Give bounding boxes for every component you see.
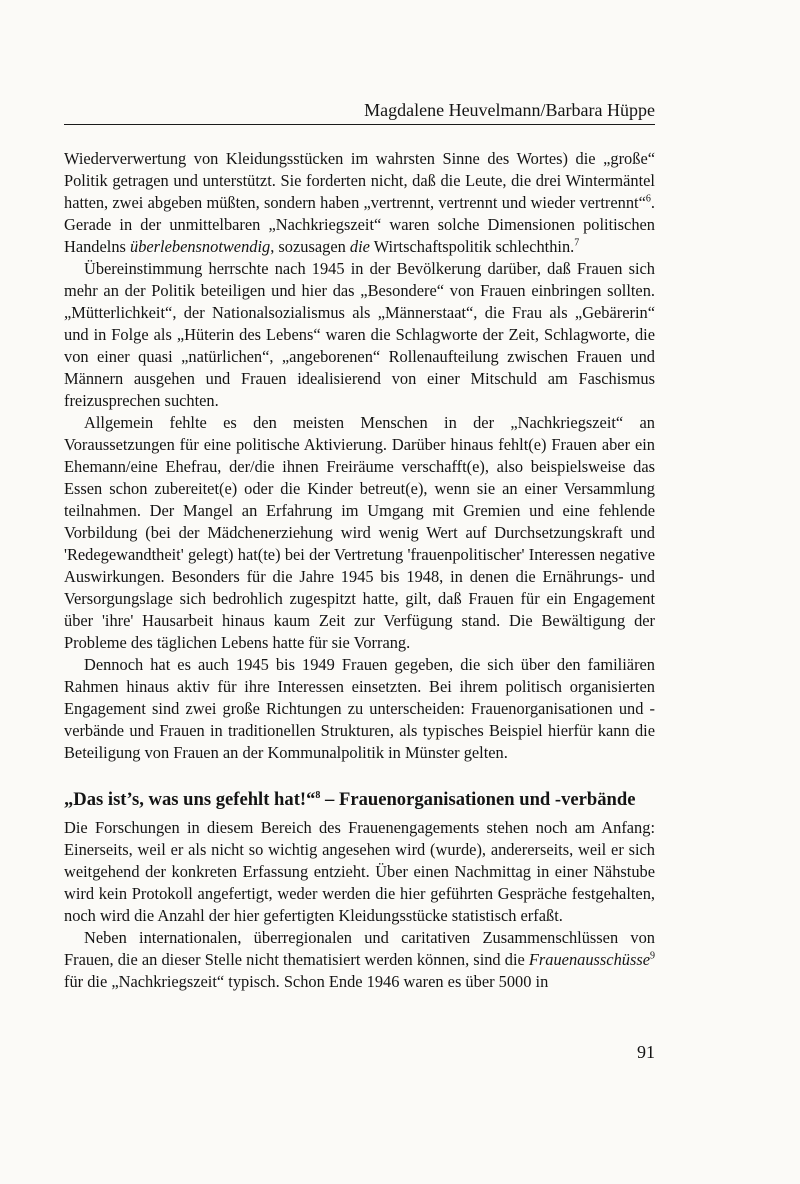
paragraph-1: Wiederverwertung von Kleidungsstücken im wahrsten Sinne des Wortes) die „große“ Politik getragen und unterstützt. Sie forderten nicht, daß die Leute, die drei Wintermäntel hatten, zwei abgeben müßten, sondern haben „vertrennt, vertrennt und wieder vertrennt“$^6$. Gerade in der unmittelbaren „Nachkriegszeit“ waren solche Dimensionen politischen Handelns überlebensnotwendig, sozusagen die Wirtschaftspolitik schlechthin.$^7$ [64, 149, 655, 256]
running-header: Magdalene Heuvelmann/Barbara Hüppe [364, 100, 655, 120]
emphasis-frauenausschuesse: Frauenausschüsse [528, 950, 650, 969]
section-heading: „Das ist’s, was uns gefehlt hat!“$^8$ – Frauenorganisationen und -verbände [64, 789, 636, 810]
page-number: 91 [637, 1042, 655, 1062]
emphasis-die: die [349, 237, 370, 256]
emphasis-ueberlebensnotwendig: überlebensnotwendig [130, 237, 271, 256]
paragraph-3: Allgemein fehlte es den meisten Menschen in der „Nachkriegszeit“ an Voraussetzungen für eine politische Aktivierung. Darüber hinaus fehlt(e) Frauen aber ein Ehemann/eine Ehefrau, der/die ihnen Freiräume verschafft(e), also beispielsweise das Essen schon zubereitet(e) oder die Kinder betreut(e), wenn sie an einer Versammlung teilnahmen. Der Mangel an Erfahrung im Umgang mit Gremien und eine fehlende Vorbildung (bei der Mädchenerziehung wird wenig Wert auf Durchsetzungskraft und 'Redegewandtheit' gelegt) hat(te) bei der Vertretung 'frauenpolitischer' Interessen negative Auswirkungen. Besonders für die Jahre 1945 bis 1948, in denen die Ernährungs- und Versorgungslage sich bedrohlich zugespitzt hatte, gilt, daß Frauen für ein Engagement über 'ihre' Hausarbeit hinaus kaum Zeit zur Verfügung stand. Die Bewältigung der Probleme des täglichen Lebens hatte für sie Vorrang. [64, 413, 655, 652]
footnote-ref-6: 6 [645, 193, 651, 205]
footnote-ref-9: 9 [650, 950, 655, 962]
paragraph-5: Die Forschungen in diesem Bereich des Frauenengagements stehen noch am Anfang: Einerseits, weil er als nicht so wichtig angesehen wird (wurde), andererseits, weil er sich weitgehend der konkreten Erfassung entzieht. Über einen Nachmittag in einer Nähstube wird kein Protokoll angefertigt, weder werden die hier geführten Gespräche festgehalten, noch wird die Anzahl der hier gefertigten Kleidungsstücke statistisch erfaßt. [64, 818, 655, 925]
header-rule [64, 124, 655, 125]
footnote-ref-7: 7 [574, 237, 580, 249]
footnote-ref-8: 8 [315, 789, 321, 801]
paragraph-6: Neben internationalen, überregionalen und caritativen Zusammenschlüssen von Frauen, die an dieser Stelle nicht thematisiert werden können, sind die Frauenausschüsse$^9$ für die „Nachkriegszeit“ typisch. Schon Ende 1946 waren es über 5000 in [64, 928, 655, 991]
paragraph-2: Übereinstimmung herrschte nach 1945 in der Bevölkerung darüber, daß Frauen sich mehr an der Politik beteiligen und hier das „Besondere“ von Frauen einbringen sollten. „Mütterlichkeit“, der Nationalsozialismus als „Männerstaat“, die Frau als „Gebärerin“ und in Folge als „Hüterin des Lebens“ waren die Schlagworte der Zeit, Schlagworte, die von einer quasi „natürlichen“, „angeborenen“ Rollenaufteilung zwischen Frauen und Männern ausgehen und Frauen idealisierend von einer Mitschuld am Faschismus freizusprechen suchten. [64, 259, 655, 410]
body-text-lower [64, 817, 655, 993]
paragraph-4: Dennoch hat es auch 1945 bis 1949 Frauen gegeben, die sich über den familiären Rahmen hinaus aktiv für ihre Interessen einsetzten. Bei ihrem politisch organisierten Engagement sind zwei große Richtungen zu unterscheiden: Frauenorganisationen und -verbände und Frauen in traditionellen Strukturen, als typisches Beispiel hierfür kann die Beteiligung von Frauen an der Kommunalpolitik in Münster gelten. [64, 655, 655, 762]
body-text-upper [64, 148, 655, 764]
